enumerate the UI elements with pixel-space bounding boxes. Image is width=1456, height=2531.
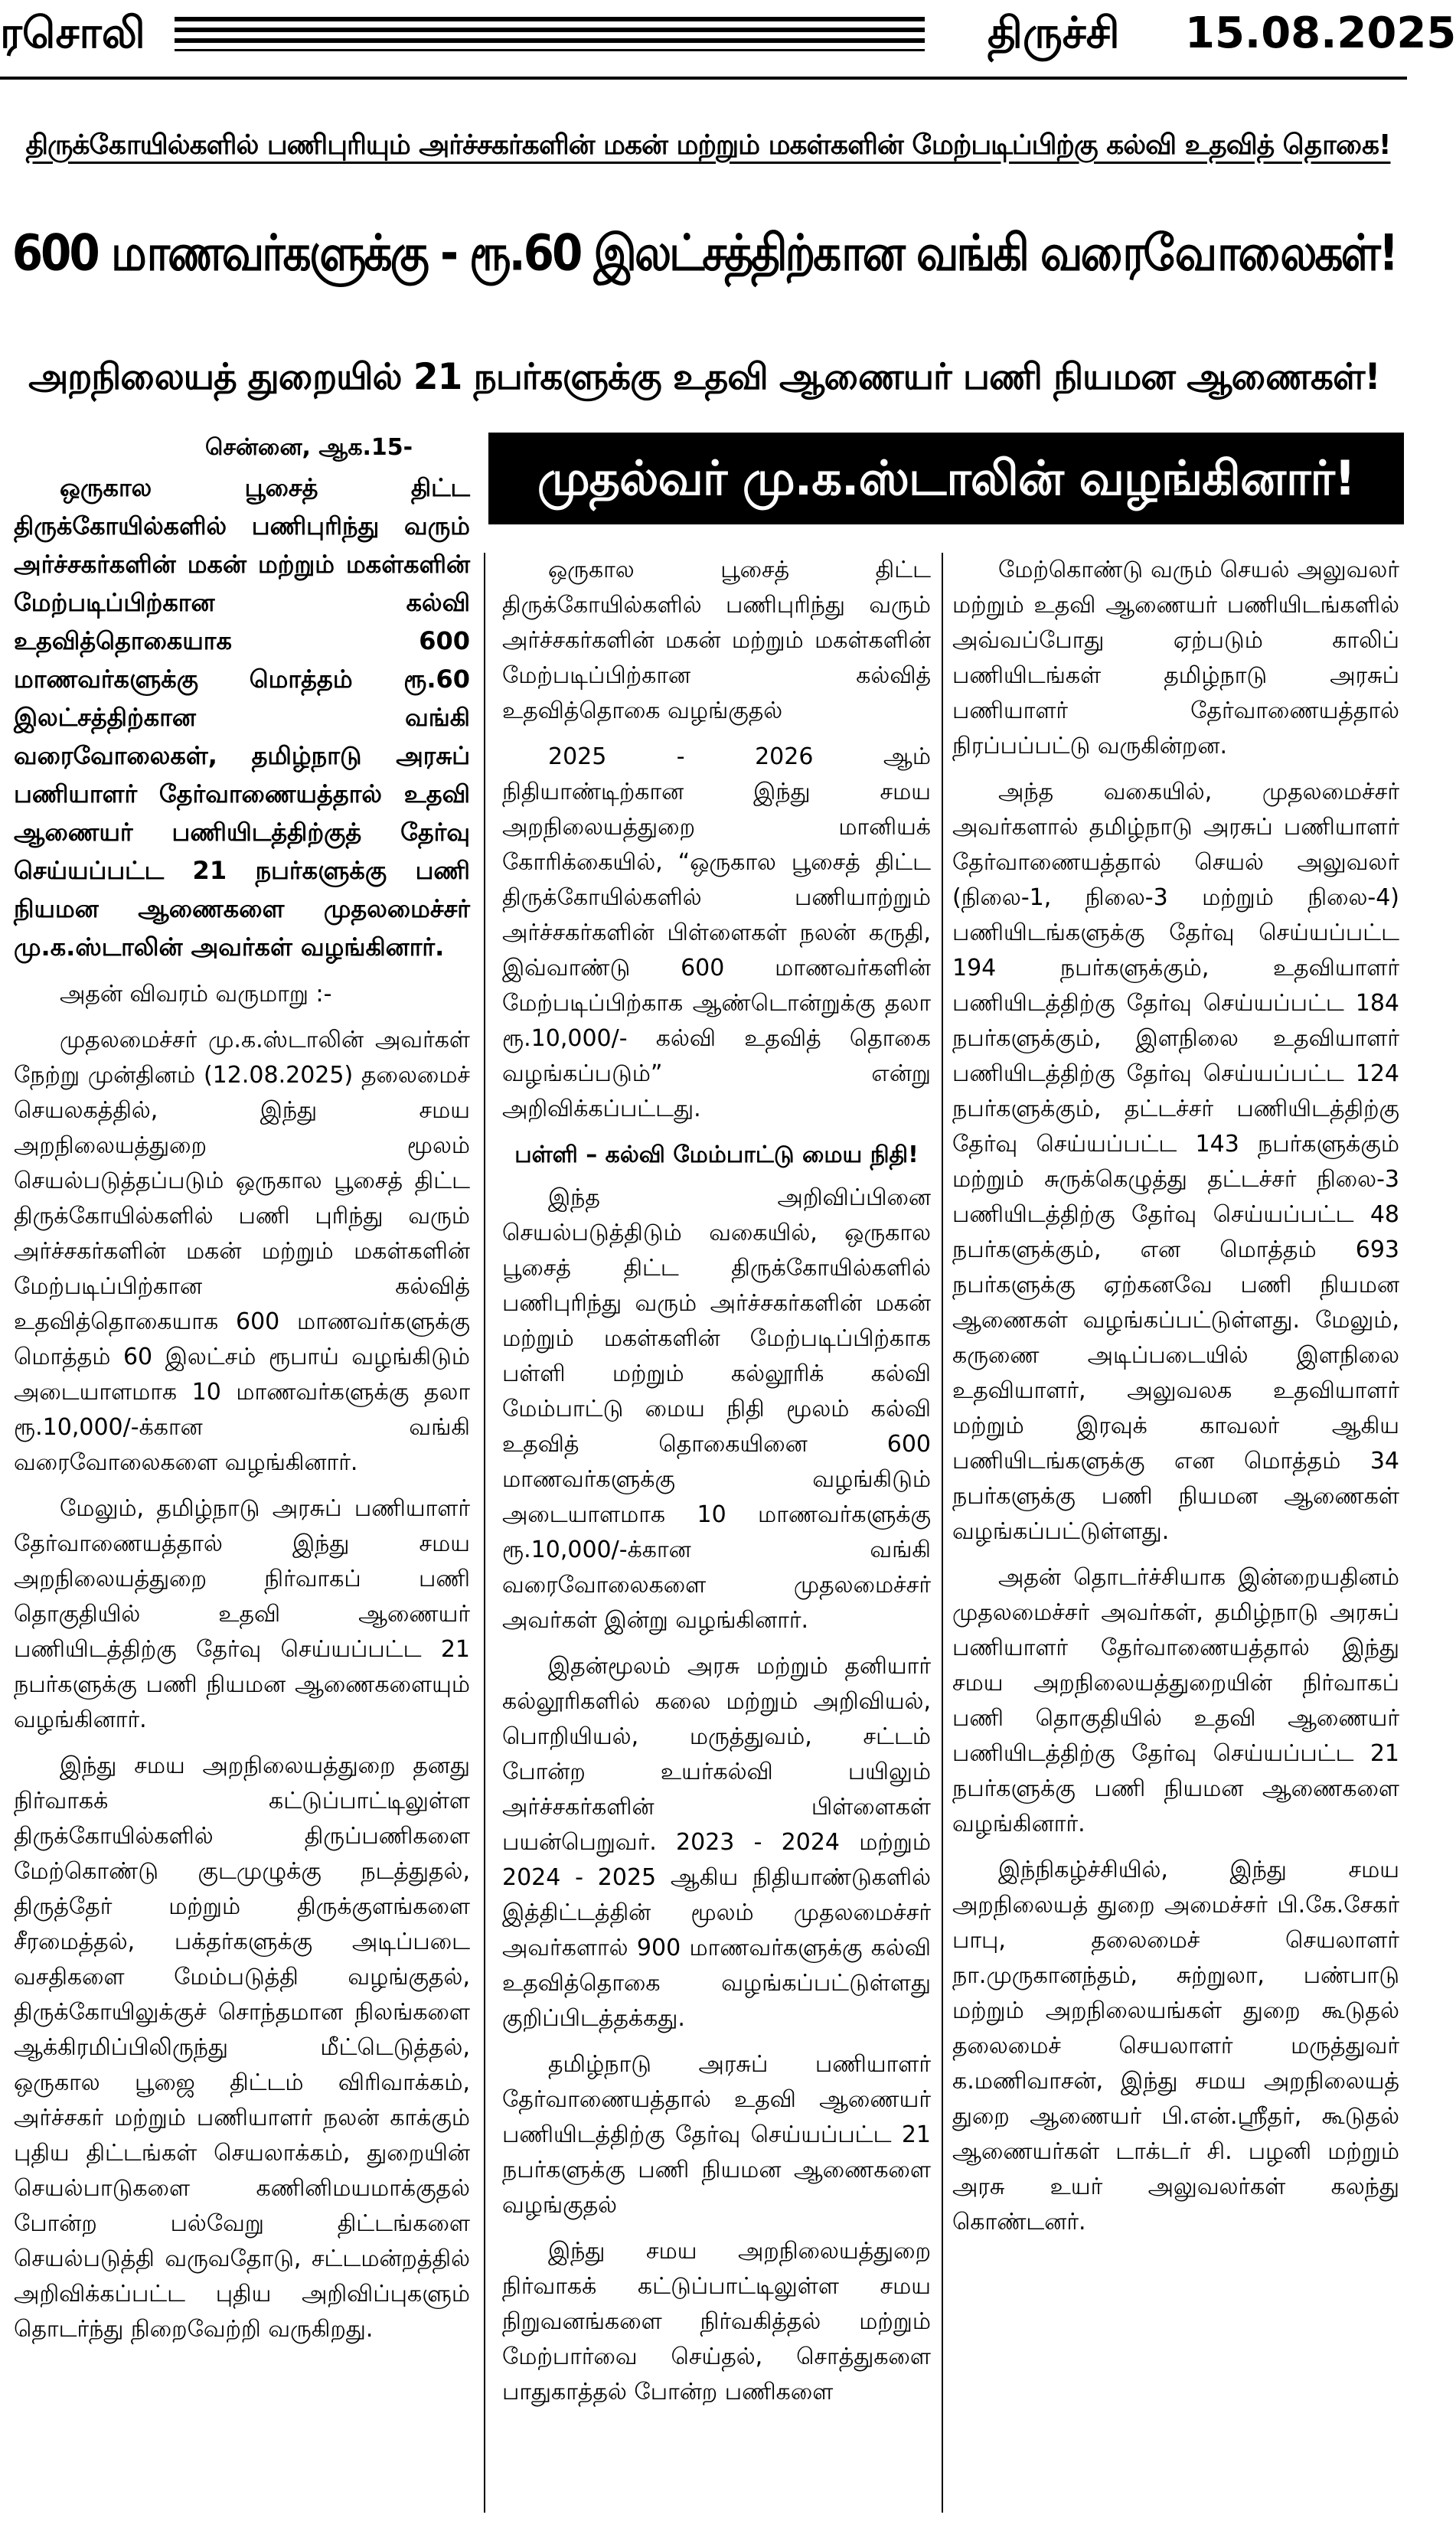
paragraph: 2025 - 2026 ஆம் நிதியாண்டிற்கான இந்து சமய அறநிலையத்துறை மானியக் கோரிக்கையில், “ஒருகால பூசைத் திட்ட திருக்கோயில்களில் பணியாற்றும் அர்ச்சகர்களின் பிள்ளைகள் நலன் கருதி, இவ்வாண்டு 600 மாணவர்களின் மேற்படிப்பிற்காக ஆண்டொன்றுக்கு தலா ரூ.10,000/- கல்வி உதவித் தொகை வழங்கப்படும்” என்று அறிவிக்கப்பட்டது.: [502, 743, 931, 1122]
masthead-rule: [175, 49, 925, 51]
masthead-rule: [175, 28, 925, 32]
paper-name: ரசொலி: [0, 8, 145, 58]
main-headline: 600 மாணவர்களுக்கு - ரூ.60 இலட்சத்திற்கான வங்கி வரைவோலைகள்!: [11, 223, 1397, 282]
column-divider: [942, 553, 943, 2513]
paragraph: இந்து சமய அறநிலையத்துறை தனது நிர்வாகக் கட்டுப்பாட்டிலுள்ள திருக்கோயில்களில் திருப்பணிகளை மேற்கொண்டு குடமுழுக்கு நடத்துதல், திருத்தேர் மற்றும் திருக்குளங்களை சீரமைத்தல், பக்தர்களுக்கு அடிப்படை வசதிகளை மேம்படுத்தி வழங்குதல், திருக்கோயிலுக்குச் சொந்தமான நிலங்களை ஆக்கிரமிப்பிலிருந்து மீட்டெடுத்தல், ஒருகால பூஜை திட்டம் விரிவாக்கம், அர்ச்சகர் மற்றும் பணியாளர் நலன் காக்கும் புதிய திட்டங்கள் செயலாக்கம், துறையின் செயல்பாடுகளை கணினிமயமாக்குதல் போன்ற பல்வேறு திட்டங்களை செயல்படுத்தி வருவதோடு, சட்டமன்றத்தில் அறிவிக்கப்பட்ட புதிய அறிவிப்புகளும் தொடர்ந்து நிறைவேற்றி வருகிறது.: [14, 1752, 470, 2343]
masthead-divider: [0, 77, 1407, 80]
column-divider: [484, 553, 485, 2513]
column-2: [502, 553, 931, 2421]
paragraph: அந்த வகையில், முதலமைச்சர் அவர்களால் தமிழ்நாடு அரசுப் பணியாளர் தேர்வாணையத்தால் செயல் அலுவலர் (நிலை-1, நிலை-3 மற்றும் நிலை-4) பணியிடங்களுக்கு தேர்வு செய்யப்பட்ட 194 நபர்களுக்கும், உதவியாளர் பணியிடத்திற்கு தேர்வு செய்யப்பட்ட 184 நபர்களுக்கும், இளநிலை உதவியாளர் பணியிடத்திற்கு தேர்வு செய்யப்பட்ட 124 நபர்களுக்கும், தட்டச்சர் பணியிடத்திற்கு தேர்வு செய்யப்பட்ட 143 நபர்களுக்கும் மற்றும் சுருக்கெழுத்து தட்டச்சர் நிலை-3 பணியிடத்திற்கு தேர்வு செய்யப்பட்ட 48 நபர்களுக்கும், என மொத்தம் 693 நபர்களுக்கு ஏற்கனவே பணி நியமன ஆணைகள் வழங்கப்பட்டுள்ளது. மேலும், கருணை அடிப்படையில் இளநிலை உதவியாளர், அலுவலக உதவியாளர் மற்றும் இரவுக் காவலர் ஆகிய பணியிடங்களுக்கு என மொத்தம் 34 நபர்களுக்கு பணி நியமன ஆணைகள் வழங்கப்பட்டுள்ளது.: [952, 779, 1399, 1545]
column-1: [14, 430, 470, 2358]
paragraph: மேற்கொண்டு வரும் செயல் அலுவலர் மற்றும் உதவி ஆணையர் பணியிடங்களில் அவ்வப்போது ஏற்படும் காலிப் பணியிடங்கள் தமிழ்நாடு அரசுப் பணியாளர் தேர்வாணையத்தால் நிரப்பப்பட்டு வருகின்றன.: [952, 557, 1399, 759]
masthead-rule: [175, 17, 925, 21]
intro-line: அதன் விவரம் வருமாறு :-: [60, 981, 332, 1008]
paragraph: இதன்மூலம் அரசு மற்றும் தனியார் கல்லூரிகளில் கலை மற்றும் அறிவியல், பொறியியல், மருத்துவம், சட்டம் போன்ற உயர்கல்வி பயிலும் அர்ச்சகர்களின் பிள்ளைகள் பயன்பெறுவர். 2023 - 2024 மற்றும் 2024 - 2025 ஆகிய நிதியாண்டுகளில் இத்திட்டத்தின் மூலம் முதலமைச்சர் அவர்களால் 900 மாணவர்களுக்கு கல்வி உதவித்தொகை வழங்கப்பட்டுள்ளது குறிப்பிடத்தக்கது.: [502, 1653, 931, 2032]
masthead-rule: [175, 38, 925, 43]
kicker-headline: திருக்கோயில்களில் பணிபுரியும் அர்ச்சகர்களின் மகன் மற்றும் மகள்களின் மேற்படிப்பிற்கு கல்வி உதவித் தொகை!: [25, 129, 1391, 161]
edition-city: திருச்சி: [988, 8, 1120, 58]
section-subtitle: பள்ளி – கல்வி மேம்பாட்டு மைய நிதி!: [514, 1141, 919, 1168]
paragraph: முதலமைச்சர் மு.க.ஸ்டாலின் அவர்கள் நேற்று முன்தினம் (12.08.2025) தலைமைச் செயலகத்தில், இந்து சமய அறநிலையத்துறை மூலம் செயல்படுத்தப்படும் ஒருகால பூசைத் திட்ட திருக்கோயில்களில் பணி புரிந்து வரும் அர்ச்சகர்களின் மகன் மற்றும் மகள்களின் மேற்படிப்பிற்கான கல்வித் உதவித்தொகையாக 600 மாணவர்களுக்கு மொத்தம் 60 இலட்சம் ரூபாய் வழங்கிடும் அடையாளமாக 10 மாணவர்களுக்கு தலா ரூ.10,000/-க்கான வங்கி வரைவோலைகளை வழங்கினார்.: [14, 1027, 470, 1476]
paragraph: ஒருகால பூசைத் திட்ட திருக்கோயில்களில் பணிபுரிந்து வரும் அர்ச்சகர்களின் மகன் மற்றும் மகள்களின் மேற்படிப்பிற்கான கல்வித் உதவித்தொகை வழங்குதல்: [502, 557, 931, 724]
column-3: [952, 553, 1399, 2251]
masthead: [0, 0, 1456, 69]
sub-headline: அறநிலையத் துறையில் 21 நபர்களுக்கு உதவி ஆணையர் பணி நியமன ஆணைகள்!: [28, 356, 1380, 398]
paragraph: இந்நிகழ்ச்சியில், இந்து சமய அறநிலையத் துறை அமைச்சர் பி.கே.சேகர் பாபு, தலைமைச் செயலாளர் நா.முருகானந்தம், சுற்றுலா, பண்பாடு மற்றும் அறநிலையங்கள் துறை கூடுதல் தலைமைச் செயலாளர் மருத்துவர் க.மணிவாசன், இந்து சமய அறநிலையத் துறை ஆணையர் பி.என்.ஸ்ரீதர், கூடுதல் ஆணையர்கள் டாக்டர் சி. பழனி மற்றும் அரசு உயர் அலுவலர்கள் கலந்து கொண்டனர்.: [952, 1857, 1399, 2235]
paragraph: தமிழ்நாடு அரசுப் பணியாளர் தேர்வாணையத்தால் உதவி ஆணையர் பணியிடத்திற்கு தேர்வு செய்யப்பட்ட 21 நபர்களுக்கு பணி நியமன ஆணைகளை வழங்குதல்: [502, 2051, 931, 2219]
edition-date: 15.08.2025: [1185, 8, 1456, 58]
paragraph: மேலும், தமிழ்நாடு அரசுப் பணியாளர் தேர்வாணையத்தால் இந்து சமய அறநிலையத்துறை நிர்வாகப் பணி தொகுதியில் உதவி ஆணையர் பணியிடத்திற்கு தேர்வு செய்யப்பட்ட 21 நபர்களுக்கு பணி நியமன ஆணைகளையும் வழங்கினார்.: [14, 1495, 470, 1733]
dateline: சென்னை, ஆக.15-: [205, 434, 413, 461]
paragraph: அதன் தொடர்ச்சியாக இன்றையதினம் முதலமைச்சர் அவர்கள், தமிழ்நாடு அரசுப் பணியாளர் தேர்வாணையத்தால் இந்து சமய அறநிலையத்துறையின் நிர்வாகப் பணி தொகுதியில் உதவி ஆணையர் பணியிடத்திற்கு தேர்வு செய்யப்பட்ட 21 நபர்களுக்கு பணி நியமன ஆணைகளை வழங்கினார்.: [952, 1564, 1399, 1837]
lede-paragraph: ஒருகால பூசைத் திட்ட திருக்கோயில்களில் பணிபுரிந்து வரும் அர்ச்சகர்களின் மகன் மற்றும் மகள்களின் மேற்படிப்பிற்கான கல்வி உதவித்தொகையாக 600 மாணவர்களுக்கு மொத்தம் ரூ.60 இலட்சத்திற்கான வங்கி வரைவோலைகள், தமிழ்நாடு அரசுப் பணியாளர் தேர்வாணையத்தால் உதவி ஆணையர் பணியிடத்திற்குத் தேர்வு செய்யப்பட்ட 21 நபர்களுக்கு பணி நியமன ஆணைகளை முதலமைச்சர் மு.க.ஸ்டாலின் அவர்கள் வழங்கினார்.: [14, 473, 470, 962]
paragraph: இந்த அறிவிப்பினை செயல்படுத்திடும் வகையில், ஒருகால பூசைத் திட்ட திருக்கோயில்களில் பணிபுரிந்து வரும் அர்ச்சகர்களின் மகன் மற்றும் மகள்களின் மேற்படிப்பிற்காக பள்ளி மற்றும் கல்லூரிக் கல்வி மேம்பாட்டு மைய நிதி மூலம் கல்வி உதவித் தொகையினை 600 மாணவர்களுக்கு வழங்கிடும் அடையாளமாக 10 மாணவர்களுக்கு ரூ.10,000/-க்கான வங்கி வரைவோலைகளை முதலமைச்சர் அவர்கள் இன்று வழங்கினார்.: [502, 1184, 931, 1634]
paragraph: இந்து சமய அறநிலையத்துறை நிர்வாகக் கட்டுப்பாட்டிலுள்ள சமய நிறுவனங்களை நிர்வகித்தல் மற்றும் மேற்பார்வை செய்தல், சொத்துகளை பாதுகாத்தல் போன்ற பணிகளை: [502, 2238, 931, 2405]
banner-headline: முதல்வர் மு.க.ஸ்டாலின் வழங்கினார்!: [488, 433, 1404, 524]
